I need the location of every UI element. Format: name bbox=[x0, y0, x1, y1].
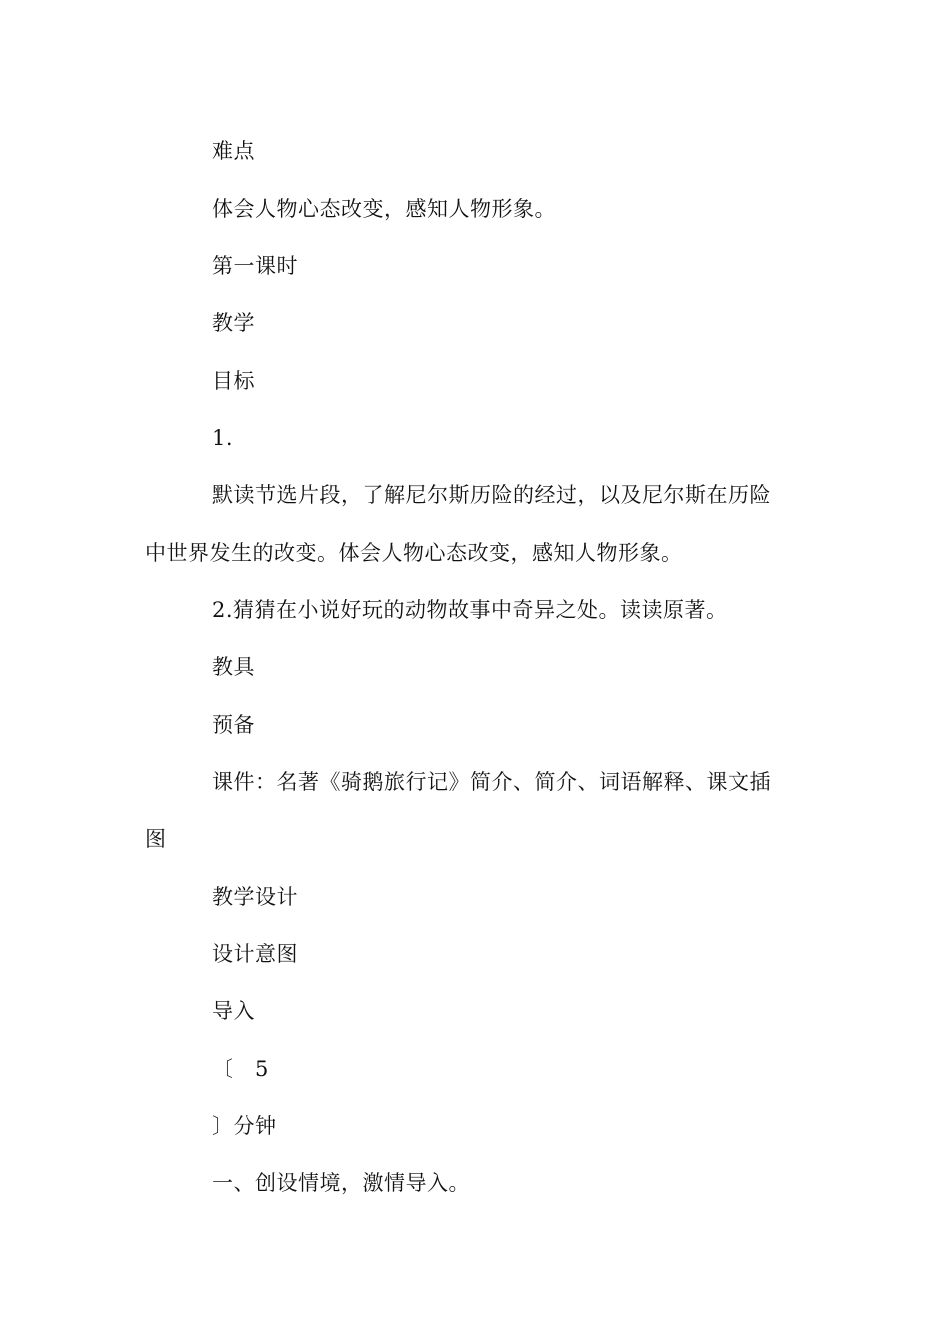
paragraph-difficulty-content: 体会人物心态改变，感知人物形象。 bbox=[212, 197, 556, 221]
heading-preparation: 预备 bbox=[212, 713, 255, 737]
goal-1-text-line-2: 中世界发生的改变。体会人物心态改变，感知人物形象。 bbox=[145, 541, 683, 565]
list-number-1: 1. bbox=[212, 426, 234, 450]
goal-1-text-line-1: 默读节选片段，了解尼尔斯历险的经过，以及尼尔斯在历险 bbox=[212, 483, 771, 507]
courseware-text-line-1: 课件：名著《骑鹅旅行记》简介、简介、词语解释、课文插 bbox=[212, 770, 771, 794]
courseware-text-line-2: 图 bbox=[145, 827, 167, 851]
heading-first-lesson: 第一课时 bbox=[212, 254, 298, 278]
section-one-heading: 一、创设情境，激情导入。 bbox=[212, 1171, 470, 1195]
heading-introduction: 导入 bbox=[212, 999, 255, 1023]
heading-difficulty: 难点 bbox=[212, 139, 255, 163]
heading-teaching: 教学 bbox=[212, 311, 255, 335]
goal-2-text: 2.猜猜在小说好玩的动物故事中奇异之处。读读原著。 bbox=[212, 598, 728, 622]
heading-goals: 目标 bbox=[212, 369, 255, 393]
duration-close: 〕分钟 bbox=[212, 1114, 277, 1138]
heading-teaching-aids: 教具 bbox=[212, 655, 255, 679]
heading-teaching-design: 教学设计 bbox=[212, 885, 298, 909]
heading-design-intent: 设计意图 bbox=[212, 942, 298, 966]
duration-open: 〔 5 bbox=[212, 1057, 269, 1081]
